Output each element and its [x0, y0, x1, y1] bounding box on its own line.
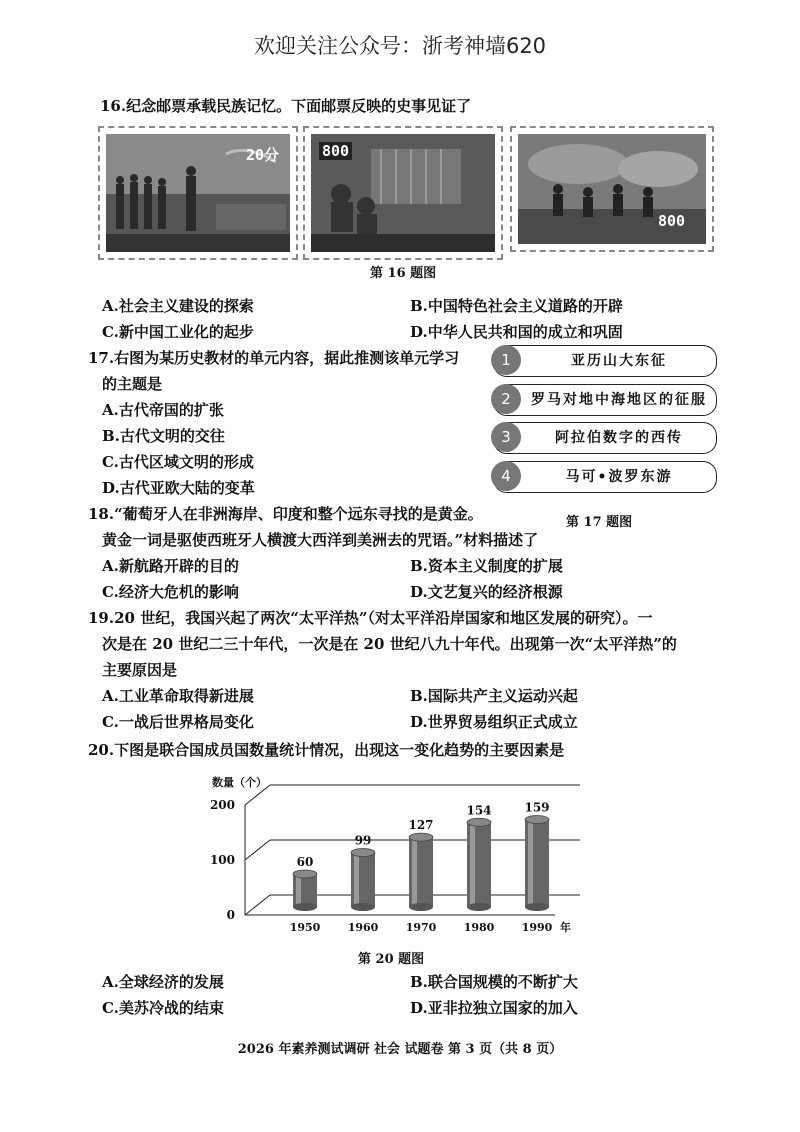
y-tick-label: 100	[209, 853, 235, 867]
unit-number-1: 1	[491, 345, 521, 375]
stamp-3	[510, 126, 714, 252]
q20-option-c: C.美苏冷战的结束	[102, 999, 224, 1017]
bar-top	[409, 833, 433, 841]
stamp-1-value: 20分	[246, 146, 280, 164]
q17-stem-line2: 的主题是	[102, 375, 163, 393]
bar-value-label: 99	[354, 833, 372, 848]
header-watermark: 欢迎关注公众号：浙考神墙620	[253, 34, 547, 58]
x-tick-label: 1990	[521, 921, 553, 934]
bar	[351, 849, 375, 911]
bar-highlight	[470, 822, 475, 907]
q19-stem-line3: 主要原因是	[102, 661, 178, 679]
q20-caption: 第 20 题图	[358, 952, 425, 967]
q17-option-b: B.古代文明的交往	[102, 427, 225, 445]
bar	[525, 816, 549, 911]
bar-top	[467, 818, 491, 826]
unit-number-3: 3	[491, 422, 521, 452]
q19-option-d: D.世界贸易组织正式成立	[410, 713, 578, 731]
q18-stem-line1: 18.“葡萄牙人在非洲海岸、印度和整个远东寻找的是黄金。	[88, 505, 483, 523]
stamp-2	[303, 126, 503, 260]
chart-labels	[210, 775, 571, 934]
y-tick-label: 200	[209, 798, 235, 812]
bar-top	[351, 849, 375, 857]
q20-option-a: A.全球经济的发展	[102, 973, 224, 991]
q20-option-d: D.亚非拉独立国家的加入	[410, 999, 578, 1017]
bar-highlight	[354, 853, 359, 907]
q19-option-c: C.一战后世界格局变化	[102, 713, 254, 731]
industry-stamp-icon	[311, 134, 495, 252]
bar	[293, 870, 317, 911]
gridline-diag	[245, 895, 270, 915]
chart-xlabel: 年	[560, 921, 571, 934]
q19-option-b: B.国际共产主义运动兴起	[410, 687, 578, 705]
q20-option-b: B.联合国规模的不断扩大	[410, 973, 578, 991]
x-tick-label: 1960	[347, 921, 379, 934]
q17-option-a: A.古代帝国的扩张	[102, 401, 224, 419]
q16-caption: 第 16 题图	[370, 266, 437, 281]
x-tick-label: 1980	[463, 921, 495, 934]
bar	[467, 818, 491, 911]
q18-stem-line2: 黄金一词是驱使西班牙人横渡大西洋到美洲去的咒语。”材料描述了	[102, 531, 539, 549]
q17-option-d: D.古代亚欧大陆的变革	[102, 479, 255, 497]
unit-text-2: 罗马对地中海地区的征服	[531, 392, 707, 408]
q17-caption: 第 17 题图	[566, 515, 633, 530]
bar-highlight	[528, 820, 533, 907]
bar-base	[293, 903, 317, 911]
chart-ylabel: 数量（个）	[212, 776, 267, 789]
x-tick-label: 1970	[405, 921, 437, 934]
bar-highlight	[412, 837, 417, 907]
q19-stem-line1: 19.20 世纪，我国兴起了两次“太平洋热”（对太平洋沿岸国家和地区发展的研究）。一	[88, 609, 653, 627]
bar-base	[351, 903, 375, 911]
gridline-diag	[245, 840, 270, 860]
bar-value-label: 127	[408, 818, 434, 833]
q18-option-b: B.资本主义制度的扩展	[410, 557, 563, 575]
soldiers-stamp-icon	[518, 134, 706, 244]
q18-option-a: A.新航路开辟的目的	[102, 557, 239, 575]
q16-option-b: B.中国特色社会主义道路的开辟	[410, 297, 623, 315]
bar-top	[293, 870, 317, 878]
q20-stem: 20.下图是联合国成员国数量统计情况，出现这一变化趋势的主要因素是	[88, 741, 565, 759]
unit-item-2	[493, 384, 717, 416]
q19-option-a: A.工业革命取得新进展	[102, 687, 254, 705]
stamp-1	[98, 126, 298, 260]
q16-stem: 16.纪念邮票承载民族记忆。下面邮票反映的史事见证了	[100, 97, 472, 115]
bar-top	[525, 816, 549, 824]
bar-highlight	[296, 874, 301, 907]
bar-base	[409, 903, 433, 911]
bar-value-label: 154	[466, 803, 492, 818]
unit-text-4: 马可•波罗东游	[565, 469, 673, 485]
un-members-chart	[200, 770, 600, 940]
bar	[409, 833, 433, 911]
bar-base	[525, 903, 549, 911]
unit-number-2: 2	[491, 384, 521, 414]
bar-base	[467, 903, 491, 911]
unit-text-1: 亚历山大东征	[571, 353, 667, 369]
x-tick-label: 1950	[289, 921, 321, 934]
stamp-3-value: 800	[658, 212, 686, 230]
unit-item-1	[493, 345, 717, 377]
q18-option-c: C.经济大危机的影响	[102, 583, 239, 601]
bar-value-label: 60	[296, 855, 314, 869]
unit-text-3: 阿拉伯数字的西传	[555, 430, 683, 446]
q17-option-c: C.古代区域文明的形成	[102, 453, 254, 471]
y-tick-label: 0	[226, 908, 235, 922]
stamp-2-value: 800	[319, 142, 352, 160]
founding-ceremony-stamp-icon	[106, 134, 290, 252]
q18-option-d: D.文艺复兴的经济根源	[410, 583, 563, 601]
q16-option-a: A.社会主义建设的探索	[102, 297, 254, 315]
unit-item-3	[493, 422, 717, 454]
unit-item-4	[493, 461, 717, 493]
q16-option-d: D.中华人民共和国的成立和巩固	[410, 323, 623, 341]
q17-stem-line1: 17.右图为某历史教材的单元内容，据此推测该单元学习	[88, 349, 460, 367]
q16-option-c: C.新中国工业化的起步	[102, 323, 254, 341]
bar-value-label: 159	[524, 800, 550, 815]
unit-number-4: 4	[491, 461, 521, 491]
page-footer: 2026 年素养测试调研 社会 试题卷 第 3 页（共 8 页）	[237, 1042, 563, 1057]
q19-stem-line2: 次是在 20 世纪二三十年代，一次是在 20 世纪八九十年代。出现第一次“太平洋热”的	[102, 635, 677, 653]
